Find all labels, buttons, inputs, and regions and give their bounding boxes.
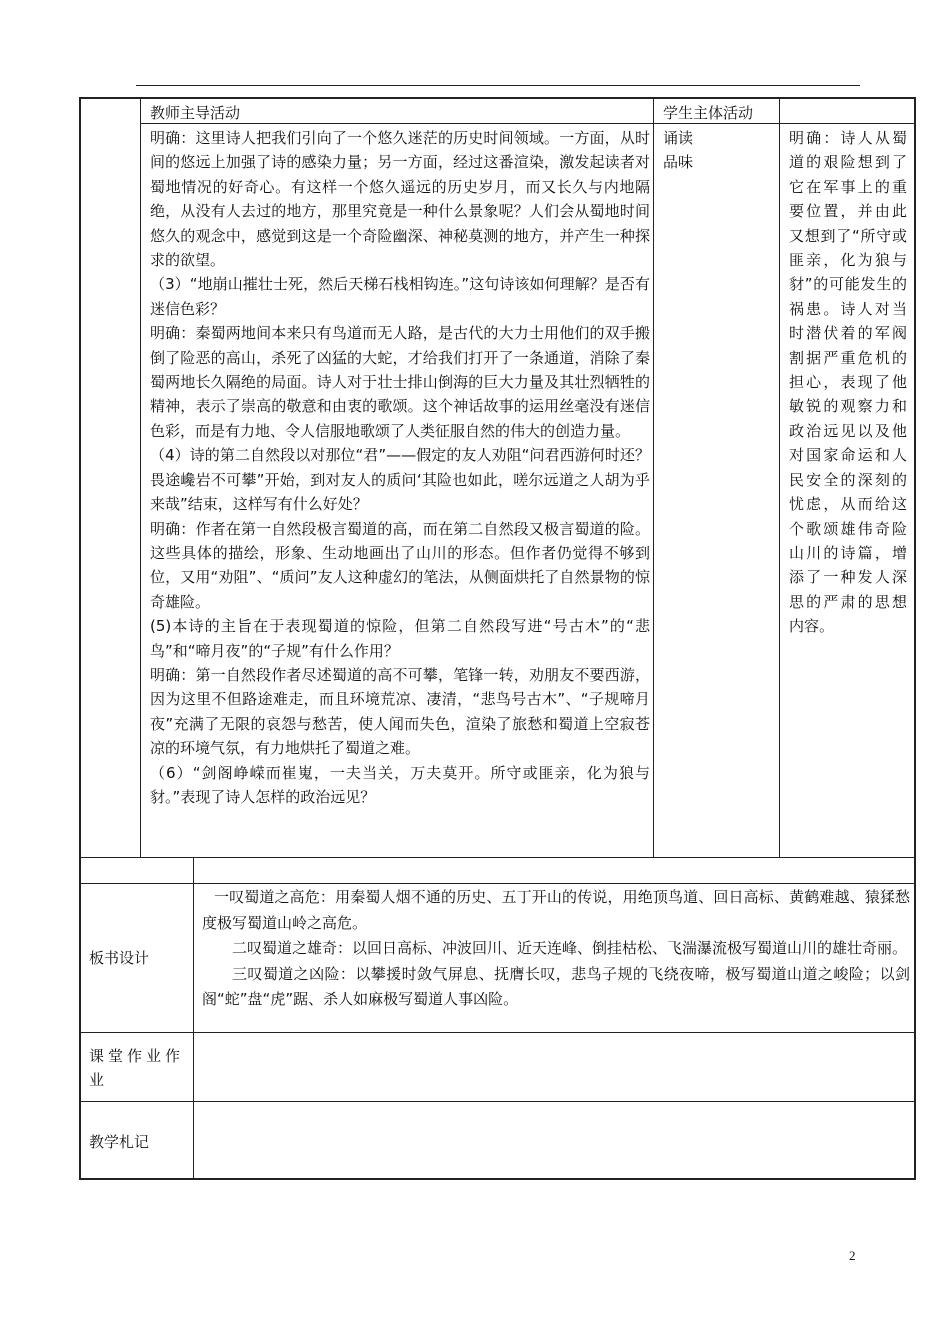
teacher-paragraph: （3）“地崩山摧壮士死，然后天梯石栈相钩连。”这句诗该如何理解？是否有迷信色彩？	[150, 275, 650, 318]
teacher-paragraph: 明确：秦蜀两地间本来只有鸟道而无人路，是古代的大力士用他们的双手搬倒了险恶的高山，杀死了凶猛的大蛇，才给我们打开了一条通道，消除了秦蜀两地长久隔绝的局面。诗人对于壮士排山倒海的巨大力量及其壮烈牺牲的精神，表示了崇高的敬意和由衷的歌颂。这个神话故事的运用丝毫没有迷信色彩，而是有力地、令人信服地歌颂了人类征服自然的伟大的创造力量。	[150, 324, 650, 440]
col-divider	[140, 97, 141, 858]
side-note-cell: 明确：诗人从蜀道的艰险想到了它在军事上的重要位置，并由此又想到了“所守或匪亲，化为狼与豺”的可能发生的祸患。诗人对当时潜伏着的军阀割据严重危机的担心，表现了他敏锐的观察力和政治远见以及他对国家命运和人民安全的深刻的忧虑，从而给这个歌颂雄伟奇险山川的诗篇，增添了一种发人深思的严肃的思想内容。	[789, 129, 907, 636]
board-line: 三叹蜀道之凶险：以攀援时敛气屏息、抚膺长叹，悲鸟子规的飞绕夜啼，极写蜀道山道之峻险；以剑阁“蛇”盘“虎”踞、杀人如麻极写蜀道人事凶险。	[202, 964, 910, 1008]
board-line: 二叹蜀道之雄奇：以回日高标、冲波回川、近天连峰、倒挂枯松、飞湍瀑流极写蜀道山川的雄壮奇丽。	[232, 939, 908, 957]
col-divider	[193, 857, 194, 1180]
teacher-paragraph: 明确：这里诗人把我们引向了一个悠久迷茫的历史时间领域。一方面，从时间的悠远上加强了诗的感染力量；另一方面，经过这番渲染，激发起读者对蜀地情况的好奇心。有这样一个悠久遥远的历史岁月，而又长久与内地隔绝，从没有人去过的地方，那里究竟是一种什么景象呢？人们会从蜀地时间悠久的观念中，感觉到这是一个奇险幽深、神秘莫测的地方，并产生一种探求的欲望。	[150, 129, 650, 270]
teacher-paragraph: 明确：第一自然段作者尽述蜀道的高不可攀，笔锋一转，劝朋友不要西游，因为这里不但路途难走，而且环境荒凉、凄清，“悲鸟号古木”、“子规啼月夜”充满了无限的哀怨与愁苦，使人闻而失色，渲染了旅愁和蜀道上空寂苍凉的环境气氛，有力地烘托了蜀道之难。	[150, 665, 650, 758]
header-rule	[136, 85, 860, 86]
teacher-paragraph: （4）诗的第二自然段以对那位“君”——假定的友人劝阻“问君西游何时还？畏途巉岩不可攀”开始，到对友人的质问‘其险也如此，嗟尔远道之人胡为乎来哉”结束，这样写有什么好处？	[150, 446, 650, 514]
header-row-line	[140, 123, 916, 124]
teacher-paragraph: (5)本诗的主旨在于表现蜀道的惊险，但第二自然段写进“号古木”的“悲鸟”和“啼月夜”的“子规”有什么作用？	[150, 617, 650, 660]
row-line	[79, 1101, 916, 1102]
teaching-notes-label: 教学札记	[89, 1133, 150, 1151]
teacher-paragraph: 明确：作者在第一自然段极言蜀道的高，而在第二自然段又极言蜀道的险。这些具体的描绘，形象、生动地画出了山川的形态。但作者仍觉得不够到位，又用“劝阻”、“质问”友人这种虚幻的笔法，从侧面烘托了自然景物的惊奇雄险。	[150, 519, 650, 611]
page-number: 2	[849, 1248, 856, 1263]
teacher-activity-cell	[150, 126, 650, 809]
board-design-label: 板书设计	[89, 949, 150, 967]
row-line	[79, 883, 916, 884]
student-activity: 诵读	[663, 129, 694, 147]
student-activity-cell	[663, 126, 743, 175]
header-student: 学生主体活动	[663, 104, 754, 122]
col-divider	[653, 97, 654, 858]
board-line: 一叹蜀道之高危：用秦蜀人烟不通的历史、五丁开山的传说，用绝顶鸟道、回日高标、黄鹤难越、猿猱愁度极写蜀道山岭之高危。	[202, 888, 910, 932]
student-activity: 品味	[663, 153, 694, 172]
row-line	[79, 857, 916, 858]
header-teacher: 教师主导活动	[150, 104, 241, 122]
col-divider	[779, 97, 780, 858]
classwork-label: 课堂作业作业	[89, 1047, 185, 1089]
row-line	[79, 1032, 916, 1033]
board-design-content	[202, 885, 910, 1013]
teacher-paragraph: （6）“剑阁峥嵘而崔嵬，一夫当关，万夫莫开。所守或匪亲，化为狼与豺。”表现了诗人怎样的政治远见？	[150, 763, 650, 806]
